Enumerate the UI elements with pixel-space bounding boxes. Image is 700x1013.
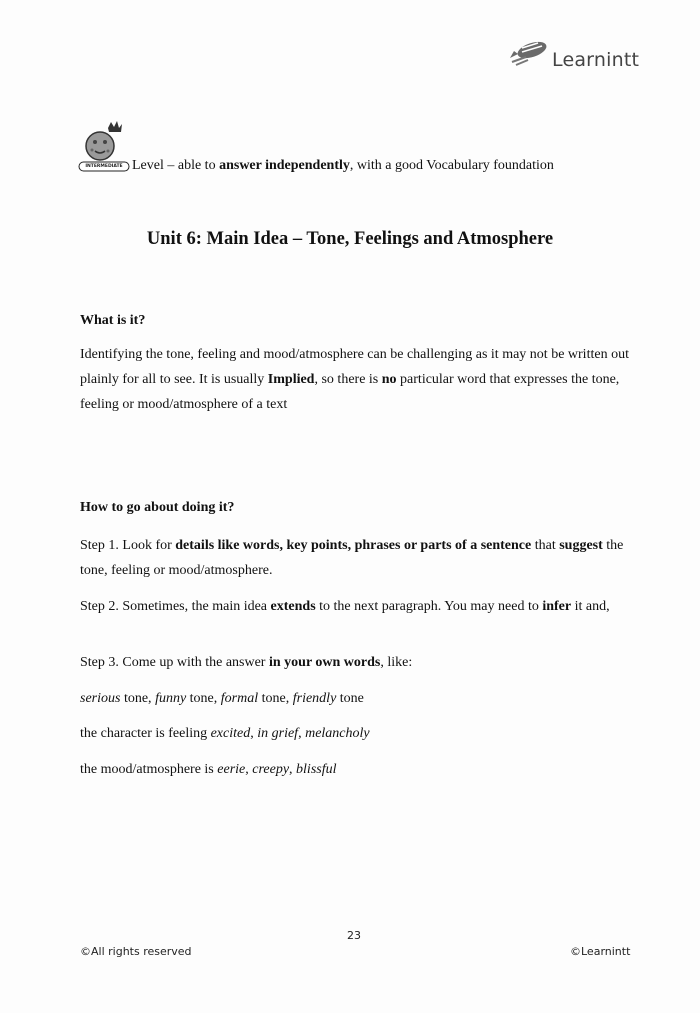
brand-name: Learnintt [552,48,640,71]
example-tone: serious tone, funny tone, formal tone, friendly tone [80,691,364,706]
section-heading-what: What is it? [80,313,146,328]
intermediate-badge [78,120,130,174]
example-feeling: the character is feeling excited, in grief, melancholy [80,726,370,741]
level-row [78,120,554,174]
level-description: Level – able to answer independently, with a good Vocabulary foundation [132,158,554,173]
page-title: Unit 6: Main Idea – Tone, Feelings and Atmosphere [146,229,554,249]
step-3: Step 3. Come up with the answer in your own words, like: [80,655,413,670]
footer-copyright-right: ©Learnintt [570,945,631,958]
page-number: 23 [347,929,361,942]
badge-label: INTERMEDIATE [85,164,123,169]
what-paragraph: Identifying the tone, feeling and mood/atmosphere can be challenging as it may not be written out plainly for all to see. It is usually Implied, so there is no particular word that expresses the tone, feeling or mood/atmosphere of a text [80,347,629,412]
example-mood: the mood/atmosphere is eerie, creepy, blissful [80,762,337,777]
footer-copyright-left: ©All rights reserved [80,945,192,958]
step-1: Step 1. Look for details like words, key points, phrases or parts of a sentence that suggest the tone, feeling or mood/atmosphere. [80,538,624,578]
section-heading-how: How to go about doing it? [80,500,235,515]
step-2: Step 2. Sometimes, the main idea extends to the next paragraph. You may need to infer it and, [80,599,610,614]
airship-icon [508,38,550,73]
learnintt-logo [508,38,639,73]
